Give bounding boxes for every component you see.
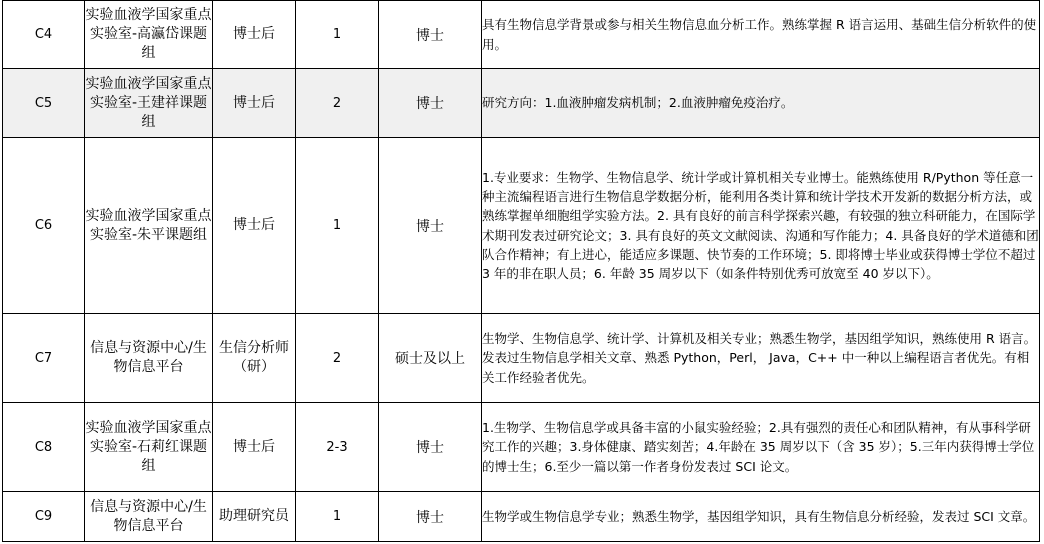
position-code: C9 — [3, 492, 85, 542]
position-code: C7 — [3, 314, 85, 403]
department: 实验血液学国家重点实验室-王建祥课题组 — [85, 69, 213, 138]
position-title: 博士后 — [213, 69, 296, 138]
requirements — [482, 403, 1040, 492]
requirement-text: 1.生物学、生物信息学或具备丰富的小鼠实验经验；2.具有强烈的责任心和团队精神，有从事科学研究工作的兴趣；3.身体健康、踏实刻苦；4.年龄在 35 周岁以下（含 35 岁）；5.三年内获得博士学位的博士生；6.至少一篇以第一作者身份发表过 SCI 论文。 — [482, 420, 1035, 474]
requirement-text: 研究方向：1.血液肿瘤发病机制；2.血液肿瘤免疫治疗。 — [482, 95, 794, 111]
position-code: C5 — [3, 69, 85, 138]
requirements — [482, 314, 1040, 403]
hiring-count: 1 — [296, 1, 379, 69]
job-table — [2, 0, 1040, 542]
position-title: 助理研究员 — [213, 492, 296, 542]
department: 信息与资源中心/生物信息平台 — [85, 314, 213, 403]
position-title: 博士后 — [213, 403, 296, 492]
education-level: 博士 — [379, 403, 482, 492]
table-row — [3, 69, 1040, 138]
education-level: 硕士及以上 — [379, 314, 482, 403]
requirement-text: 具有生物信息学背景或参与相关生物信息血分析工作。熟练掌握 R 语言运用、基础生信分析软件的使用。 — [482, 17, 1037, 52]
hiring-count: 1 — [296, 138, 379, 314]
position-title: 博士后 — [213, 138, 296, 314]
position-code: C8 — [3, 403, 85, 492]
education-level: 博士 — [379, 138, 482, 314]
position-title: 生信分析师（研） — [213, 314, 296, 403]
position-code: C6 — [3, 138, 85, 314]
position-title: 博士后 — [213, 1, 296, 69]
table-row — [3, 1, 1040, 69]
hiring-count: 2 — [296, 314, 379, 403]
requirements — [482, 69, 1040, 138]
table-row — [3, 138, 1040, 314]
requirements — [482, 492, 1040, 542]
education-level: 博士 — [379, 69, 482, 138]
requirements — [482, 1, 1040, 69]
department: 实验血液学国家重点实验室-朱平课题组 — [85, 138, 213, 314]
department: 实验血液学国家重点实验室-石莉红课题组 — [85, 403, 213, 492]
education-level: 博士 — [379, 1, 482, 69]
department: 信息与资源中心/生物信息平台 — [85, 492, 213, 542]
department: 实验血液学国家重点实验室-高瀛岱课题组 — [85, 1, 213, 69]
hiring-count: 2-3 — [296, 403, 379, 492]
table-row — [3, 314, 1040, 403]
hiring-count: 1 — [296, 492, 379, 542]
education-level: 博士 — [379, 492, 482, 542]
requirement-text: 发表过生物信息学相关文章、熟悉 Python，Perl， Java，C++ 中一种以上编程语言者优先。有相关工作经验者优先。 — [482, 350, 1030, 385]
table-row — [3, 492, 1040, 542]
table-row — [3, 403, 1040, 492]
position-code: C4 — [3, 1, 85, 69]
requirement-text: 生物学或生物信息学专业；熟悉生物学，基因组学知识，具有生物信息分析经验，发表过 SCI 文章。 — [482, 508, 1036, 524]
requirement-text: 生物学、生物信息学、统计学、计算机及相关专业；熟悉生物学，基因组学知识，熟练使用 R 语言。 — [482, 331, 1037, 347]
requirements — [482, 138, 1040, 314]
requirement-text: 1.专业要求：生物学、生物信息学、统计学或计算机相关专业博士。能熟练使用 R/Python 等任意一种主流编程语言进行生物信息学数据分析，能利用各类计算和统计学技术开发新的数据分析方法，或熟练掌握单细胞组学实验方法。2. 具有良好的前言科学探索兴趣，有较强的独立科研能力，在国际学术期刊发表过研究论文；3. 具有良好的英文文献阅读、沟通和写作能力；4. 具备良好的学术道德和团队合作精神；有上进心，能适应多课题、快节奏的工作环境；5. 即将博士毕业或获得博士学位不超过 3 年的非在职人员；6. 年龄 35 周岁以下（如条件特别优秀可放宽至 40 岁以下）。 — [482, 169, 1039, 281]
hiring-count: 2 — [296, 69, 379, 138]
